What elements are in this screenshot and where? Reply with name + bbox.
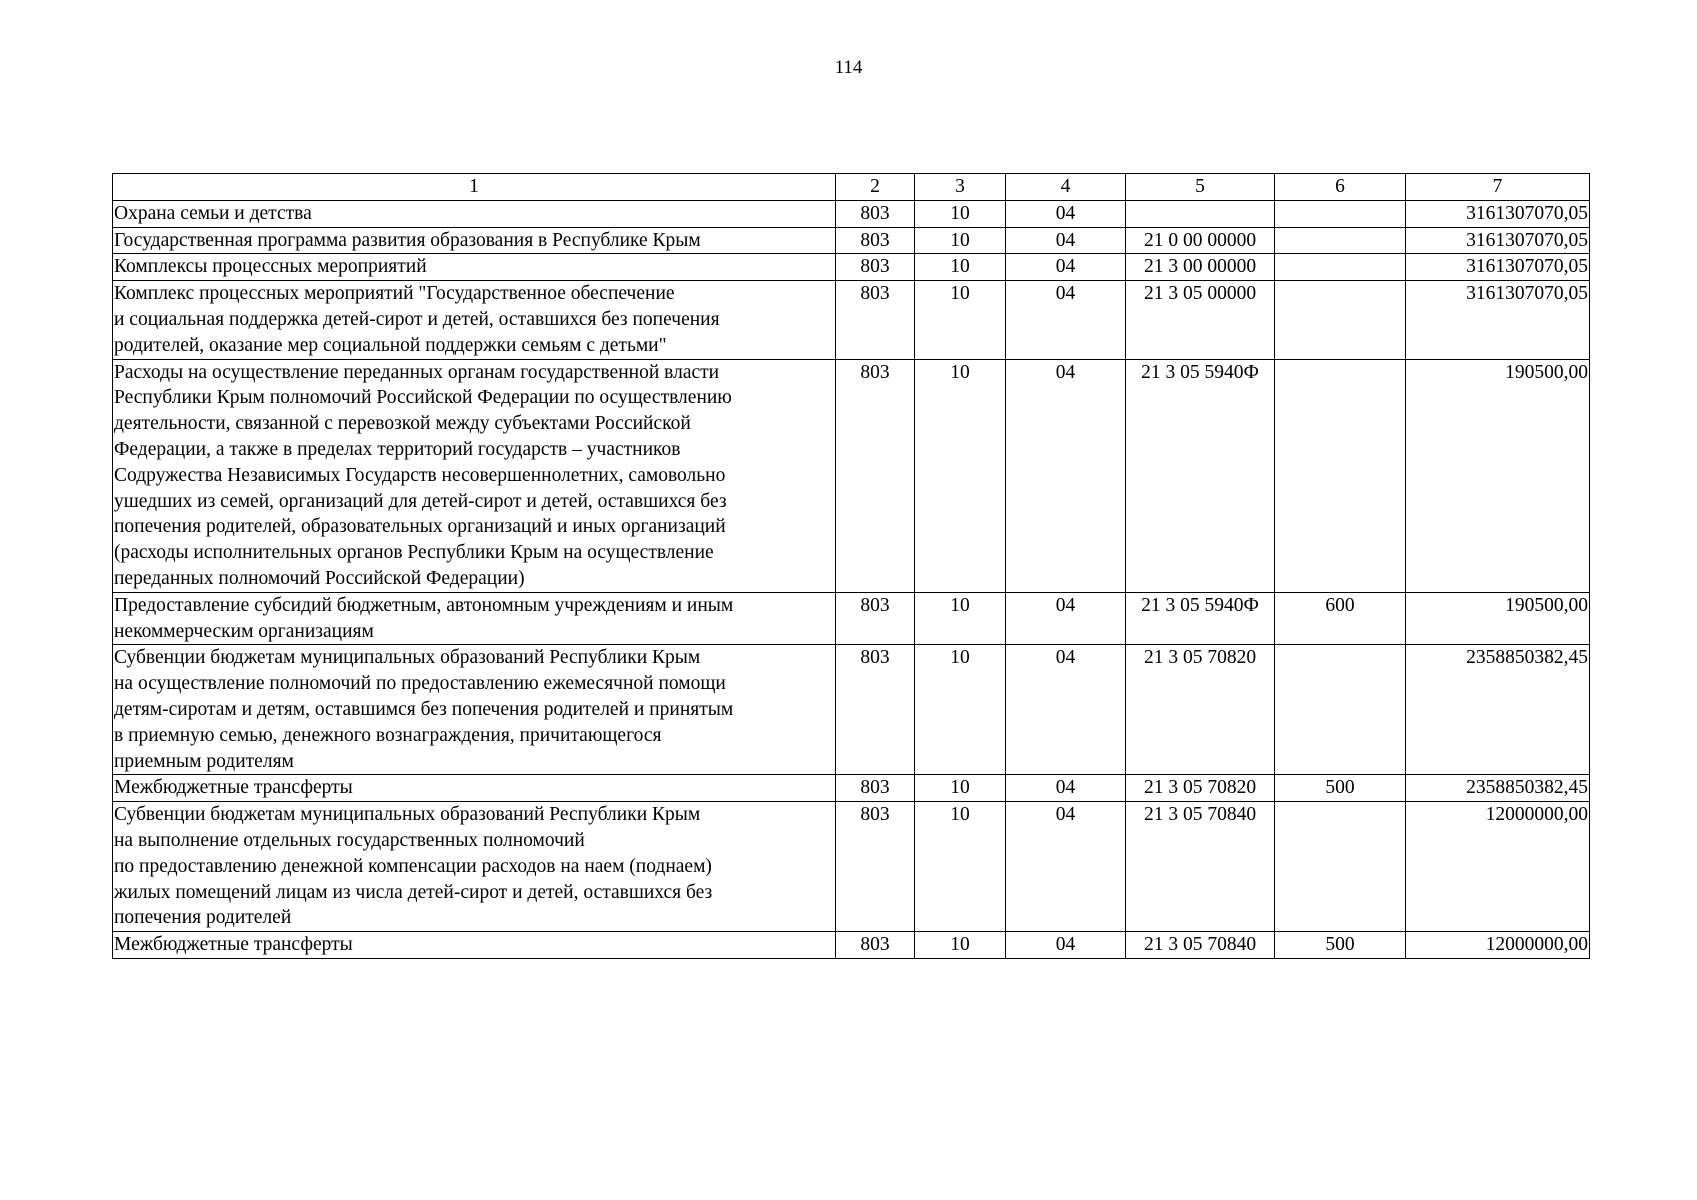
target-article-code: 21 3 05 70840 <box>1126 802 1275 932</box>
section-code: 10 <box>915 775 1006 802</box>
table-header <box>113 174 1590 201</box>
row-name: Предоставление субсидий бюджетным, автономным учреждениям и иным некоммерческим организациям <box>113 592 836 645</box>
row-name: Государственная программа развития образования в Республике Крым <box>113 227 836 254</box>
subsection-code: 04 <box>1006 932 1126 959</box>
ministry-code: 803 <box>836 645 915 775</box>
target-article-code <box>1126 200 1275 227</box>
amount: 12000000,00 <box>1406 932 1590 959</box>
amount: 3161307070,05 <box>1406 227 1590 254</box>
section-code: 10 <box>915 281 1006 359</box>
header-cell-7: 7 <box>1406 174 1590 201</box>
ministry-code: 803 <box>836 254 915 281</box>
table-row <box>113 802 1590 932</box>
amount: 190500,00 <box>1406 592 1590 645</box>
table-row <box>113 592 1590 645</box>
table-row <box>113 281 1590 359</box>
amount: 3161307070,05 <box>1406 254 1590 281</box>
header-cell-3: 3 <box>915 174 1006 201</box>
subsection-code: 04 <box>1006 645 1126 775</box>
expense-type-code <box>1275 200 1406 227</box>
header-cell-4: 4 <box>1006 174 1126 201</box>
table-row <box>113 932 1590 959</box>
section-code: 10 <box>915 802 1006 932</box>
section-code: 10 <box>915 200 1006 227</box>
ministry-code: 803 <box>836 775 915 802</box>
target-article-code: 21 3 05 5940Ф <box>1126 359 1275 592</box>
expense-type-code: 600 <box>1275 592 1406 645</box>
ministry-code: 803 <box>836 281 915 359</box>
table-row <box>113 645 1590 775</box>
row-name: Субвенции бюджетам муниципальных образований Республики Крым на осуществление полномочий по предоставлению ежемесячной помощи детям-сиротам и детям, оставшимся без попечения родителей и принятым в приемную семью, денежного вознаграждения, причитающегося приемным родителям <box>113 645 836 775</box>
subsection-code: 04 <box>1006 200 1126 227</box>
section-code: 10 <box>915 645 1006 775</box>
amount: 12000000,00 <box>1406 802 1590 932</box>
target-article-code: 21 3 05 70840 <box>1126 932 1275 959</box>
expense-type-code <box>1275 281 1406 359</box>
target-article-code: 21 3 05 00000 <box>1126 281 1275 359</box>
table-body <box>113 200 1590 958</box>
table-row <box>113 227 1590 254</box>
ministry-code: 803 <box>836 932 915 959</box>
amount: 3161307070,05 <box>1406 200 1590 227</box>
ministry-code: 803 <box>836 359 915 592</box>
expense-type-code <box>1275 254 1406 281</box>
subsection-code: 04 <box>1006 254 1126 281</box>
expense-type-code <box>1275 359 1406 592</box>
expense-type-code: 500 <box>1275 932 1406 959</box>
ministry-code: 803 <box>836 802 915 932</box>
target-article-code: 21 0 00 00000 <box>1126 227 1275 254</box>
target-article-code: 21 3 05 70820 <box>1126 775 1275 802</box>
amount: 190500,00 <box>1406 359 1590 592</box>
row-name: Межбюджетные трансферты <box>113 932 836 959</box>
target-article-code: 21 3 05 5940Ф <box>1126 592 1275 645</box>
ministry-code: 803 <box>836 592 915 645</box>
amount: 3161307070,05 <box>1406 281 1590 359</box>
table-row <box>113 775 1590 802</box>
subsection-code: 04 <box>1006 592 1126 645</box>
target-article-code: 21 3 00 00000 <box>1126 254 1275 281</box>
section-code: 10 <box>915 359 1006 592</box>
subsection-code: 04 <box>1006 802 1126 932</box>
section-code: 10 <box>915 932 1006 959</box>
expense-type-code <box>1275 645 1406 775</box>
ministry-code: 803 <box>836 227 915 254</box>
page-number: 114 <box>834 57 863 78</box>
expense-type-code <box>1275 227 1406 254</box>
subsection-code: 04 <box>1006 227 1126 254</box>
amount: 2358850382,45 <box>1406 645 1590 775</box>
header-row <box>113 174 1590 201</box>
table-row <box>113 200 1590 227</box>
header-cell-5: 5 <box>1126 174 1275 201</box>
table-row <box>113 254 1590 281</box>
row-name: Расходы на осуществление переданных органам государственной власти Республики Крым полномочий Российской Федерации по осуществлению деятельности, связанной с перевозкой между субъектами Российской Федерации, а также в пределах территорий государств – участников Содружества Независимых Государств несовершеннолетних, самовольно ушедших из семей, организаций для детей-сирот и детей, оставшихся без попечения родителей, образовательных организаций и иных организаций (расходы исполнительных органов Республики Крым на осуществление переданных полномочий Российской Федерации) <box>113 359 836 592</box>
subsection-code: 04 <box>1006 359 1126 592</box>
subsection-code: 04 <box>1006 775 1126 802</box>
row-name: Межбюджетные трансферты <box>113 775 836 802</box>
section-code: 10 <box>915 592 1006 645</box>
amount: 2358850382,45 <box>1406 775 1590 802</box>
row-name: Комплексы процессных мероприятий <box>113 254 836 281</box>
budget-table <box>112 173 1590 959</box>
section-code: 10 <box>915 227 1006 254</box>
ministry-code: 803 <box>836 200 915 227</box>
row-name: Комплекс процессных мероприятий "Государственное обеспечение и социальная поддержка детей-сирот и детей, оставшихся без попечения родителей, оказание мер социальной поддержки семьям с детьми" <box>113 281 836 359</box>
header-cell-6: 6 <box>1275 174 1406 201</box>
target-article-code: 21 3 05 70820 <box>1126 645 1275 775</box>
table-row <box>113 359 1590 592</box>
section-code: 10 <box>915 254 1006 281</box>
row-name: Охрана семьи и детства <box>113 200 836 227</box>
row-name: Субвенции бюджетам муниципальных образований Республики Крым на выполнение отдельных государственных полномочий по предоставлению денежной компенсации расходов на наем (поднаем) жилых помещений лицам из числа детей-сирот и детей, оставшихся без попечения родителей <box>113 802 836 932</box>
header-cell-2: 2 <box>836 174 915 201</box>
subsection-code: 04 <box>1006 281 1126 359</box>
expense-type-code: 500 <box>1275 775 1406 802</box>
header-cell-1: 1 <box>113 174 836 201</box>
expense-type-code <box>1275 802 1406 932</box>
